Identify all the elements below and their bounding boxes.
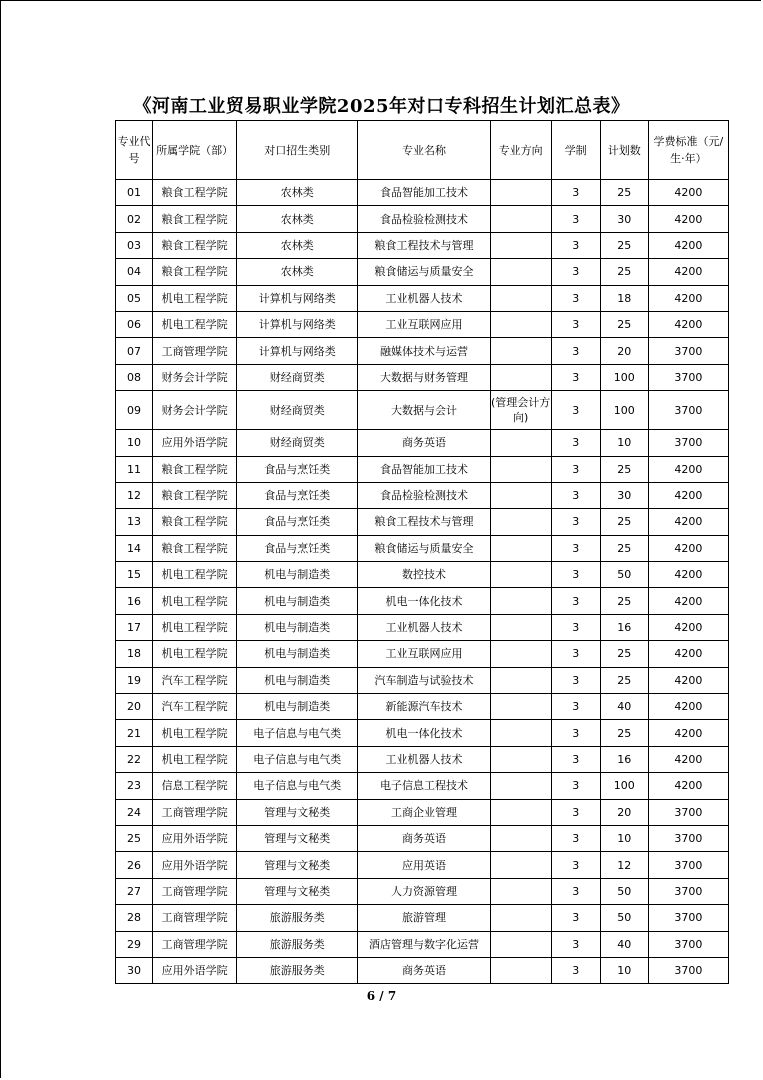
- cell-college: 工商管理学院: [153, 905, 237, 931]
- cell-category: 机电与制造类: [237, 694, 358, 720]
- cell-major: 机电一体化技术: [358, 720, 490, 746]
- cell-fee: 3700: [648, 391, 728, 430]
- cell-college: 粮食工程学院: [153, 509, 237, 535]
- cell-category: 食品与烹饪类: [237, 509, 358, 535]
- cell-major: 食品检验检测技术: [358, 482, 490, 508]
- cell-count: 10: [600, 825, 648, 851]
- cell-college: 机电工程学院: [153, 588, 237, 614]
- cell-count: 25: [600, 259, 648, 285]
- cell-fee: 4200: [648, 311, 728, 337]
- cell-direction: [490, 232, 551, 258]
- cell-college: 信息工程学院: [153, 773, 237, 799]
- cell-code: 08: [116, 364, 153, 390]
- cell-category: 机电与制造类: [237, 562, 358, 588]
- cell-count: 10: [600, 430, 648, 456]
- cell-count: 25: [600, 232, 648, 258]
- cell-college: 粮食工程学院: [153, 180, 237, 206]
- cell-college: 机电工程学院: [153, 641, 237, 667]
- cell-direction: [490, 746, 551, 772]
- cell-code: 05: [116, 285, 153, 311]
- cell-years: 3: [551, 667, 600, 693]
- cell-count: 100: [600, 773, 648, 799]
- table-row: [116, 482, 729, 508]
- cell-category: 机电与制造类: [237, 614, 358, 640]
- cell-direction: [490, 509, 551, 535]
- table-row: [116, 878, 729, 904]
- header-direction: 专业方向: [490, 121, 551, 180]
- cell-category: 计算机与网络类: [237, 285, 358, 311]
- cell-count: 20: [600, 338, 648, 364]
- cell-count: 20: [600, 799, 648, 825]
- cell-fee: 4200: [648, 667, 728, 693]
- cell-direction: [490, 931, 551, 957]
- cell-college: 应用外语学院: [153, 430, 237, 456]
- cell-college: 粮食工程学院: [153, 232, 237, 258]
- header-college: 所属学院（部）: [153, 121, 237, 180]
- table-row: [116, 931, 729, 957]
- cell-code: 29: [116, 931, 153, 957]
- cell-major: 商务英语: [358, 957, 490, 983]
- cell-direction: [490, 180, 551, 206]
- cell-college: 财务会计学院: [153, 391, 237, 430]
- cell-years: 3: [551, 311, 600, 337]
- cell-category: 计算机与网络类: [237, 311, 358, 337]
- cell-major: 新能源汽车技术: [358, 694, 490, 720]
- cell-fee: 4200: [648, 746, 728, 772]
- cell-fee: 3700: [648, 430, 728, 456]
- cell-code: 16: [116, 588, 153, 614]
- table-row: [116, 509, 729, 535]
- table-row: [116, 773, 729, 799]
- cell-code: 07: [116, 338, 153, 364]
- cell-fee: 4200: [648, 720, 728, 746]
- cell-years: 3: [551, 641, 600, 667]
- cell-years: 3: [551, 799, 600, 825]
- cell-years: 3: [551, 825, 600, 851]
- cell-college: 工商管理学院: [153, 338, 237, 364]
- cell-fee: 3700: [648, 825, 728, 851]
- cell-code: 13: [116, 509, 153, 535]
- cell-code: 14: [116, 535, 153, 561]
- cell-major: 人力资源管理: [358, 878, 490, 904]
- table-row: [116, 562, 729, 588]
- cell-category: 食品与烹饪类: [237, 482, 358, 508]
- cell-count: 40: [600, 931, 648, 957]
- cell-category: 农林类: [237, 232, 358, 258]
- cell-college: 应用外语学院: [153, 957, 237, 983]
- cell-count: 30: [600, 482, 648, 508]
- cell-college: 粮食工程学院: [153, 456, 237, 482]
- cell-count: 16: [600, 614, 648, 640]
- table-row: [116, 957, 729, 983]
- cell-code: 02: [116, 206, 153, 232]
- table-row: [116, 206, 729, 232]
- table-row: [116, 667, 729, 693]
- cell-years: 3: [551, 720, 600, 746]
- cell-code: 24: [116, 799, 153, 825]
- cell-fee: 3700: [648, 957, 728, 983]
- cell-category: 电子信息与电气类: [237, 746, 358, 772]
- cell-count: 100: [600, 391, 648, 430]
- cell-college: 机电工程学院: [153, 285, 237, 311]
- table-row: [116, 799, 729, 825]
- header-years: 学制: [551, 121, 600, 180]
- cell-count: 10: [600, 957, 648, 983]
- cell-category: 机电与制造类: [237, 641, 358, 667]
- cell-direction: [490, 206, 551, 232]
- cell-category: 财经商贸类: [237, 430, 358, 456]
- table-header-row: [116, 121, 729, 180]
- cell-years: 3: [551, 456, 600, 482]
- header-major: 专业名称: [358, 121, 490, 180]
- cell-code: 18: [116, 641, 153, 667]
- cell-code: 30: [116, 957, 153, 983]
- cell-college: 机电工程学院: [153, 746, 237, 772]
- table-row: [116, 364, 729, 390]
- cell-category: 管理与文秘类: [237, 825, 358, 851]
- cell-category: 管理与文秘类: [237, 799, 358, 825]
- cell-code: 06: [116, 311, 153, 337]
- table-row: [116, 311, 729, 337]
- cell-major: 融媒体技术与运营: [358, 338, 490, 364]
- cell-count: 30: [600, 206, 648, 232]
- cell-count: 25: [600, 311, 648, 337]
- cell-fee: 4200: [648, 206, 728, 232]
- cell-major: 工业机器人技术: [358, 614, 490, 640]
- cell-years: 3: [551, 852, 600, 878]
- cell-category: 旅游服务类: [237, 905, 358, 931]
- cell-count: 50: [600, 905, 648, 931]
- table-row: [116, 694, 729, 720]
- cell-count: 25: [600, 535, 648, 561]
- cell-code: 10: [116, 430, 153, 456]
- cell-category: 农林类: [237, 206, 358, 232]
- cell-years: 3: [551, 259, 600, 285]
- cell-fee: 3700: [648, 878, 728, 904]
- cell-college: 机电工程学院: [153, 562, 237, 588]
- cell-count: 25: [600, 180, 648, 206]
- cell-years: 3: [551, 773, 600, 799]
- cell-major: 工业机器人技术: [358, 285, 490, 311]
- cell-category: 电子信息与电气类: [237, 720, 358, 746]
- cell-college: 财务会计学院: [153, 364, 237, 390]
- header-count: 计划数: [600, 121, 648, 180]
- cell-category: 农林类: [237, 259, 358, 285]
- cell-years: 3: [551, 957, 600, 983]
- cell-count: 25: [600, 509, 648, 535]
- cell-major: 旅游管理: [358, 905, 490, 931]
- cell-count: 50: [600, 878, 648, 904]
- cell-college: 机电工程学院: [153, 614, 237, 640]
- cell-fee: 3700: [648, 364, 728, 390]
- table-row: [116, 232, 729, 258]
- cell-years: 3: [551, 232, 600, 258]
- cell-college: 工商管理学院: [153, 799, 237, 825]
- cell-direction: [490, 562, 551, 588]
- cell-major: 食品智能加工技术: [358, 180, 490, 206]
- cell-category: 旅游服务类: [237, 931, 358, 957]
- cell-direction: [490, 285, 551, 311]
- enrollment-plan-table: [115, 120, 729, 984]
- cell-count: 100: [600, 364, 648, 390]
- cell-major: 大数据与财务管理: [358, 364, 490, 390]
- cell-fee: 4200: [648, 482, 728, 508]
- cell-code: 22: [116, 746, 153, 772]
- cell-direction: [490, 720, 551, 746]
- cell-count: 50: [600, 562, 648, 588]
- header-fee: 学费标准（元/生·年）: [648, 121, 728, 180]
- cell-direction: (管理会计方向): [490, 391, 551, 430]
- cell-code: 20: [116, 694, 153, 720]
- table-row: [116, 338, 729, 364]
- table-row: [116, 285, 729, 311]
- cell-direction: [490, 364, 551, 390]
- cell-count: 16: [600, 746, 648, 772]
- cell-direction: [490, 430, 551, 456]
- table-body: [116, 180, 729, 984]
- cell-years: 3: [551, 746, 600, 772]
- table-row: [116, 391, 729, 430]
- cell-fee: 4200: [648, 509, 728, 535]
- cell-direction: [490, 338, 551, 364]
- cell-fee: 4200: [648, 588, 728, 614]
- cell-major: 食品检验检测技术: [358, 206, 490, 232]
- cell-direction: [490, 535, 551, 561]
- cell-college: 应用外语学院: [153, 825, 237, 851]
- cell-years: 3: [551, 535, 600, 561]
- cell-years: 3: [551, 588, 600, 614]
- cell-major: 食品智能加工技术: [358, 456, 490, 482]
- cell-code: 15: [116, 562, 153, 588]
- cell-category: 管理与文秘类: [237, 852, 358, 878]
- cell-major: 粮食储运与质量安全: [358, 259, 490, 285]
- cell-code: 09: [116, 391, 153, 430]
- cell-category: 计算机与网络类: [237, 338, 358, 364]
- cell-fee: 4200: [648, 562, 728, 588]
- cell-code: 04: [116, 259, 153, 285]
- cell-major: 工商企业管理: [358, 799, 490, 825]
- cell-direction: [490, 614, 551, 640]
- table-row: [116, 905, 729, 931]
- cell-direction: [490, 825, 551, 851]
- cell-fee: 3700: [648, 905, 728, 931]
- cell-code: 11: [116, 456, 153, 482]
- cell-fee: 3700: [648, 338, 728, 364]
- cell-code: 27: [116, 878, 153, 904]
- table-row: [116, 588, 729, 614]
- cell-college: 汽车工程学院: [153, 667, 237, 693]
- cell-years: 3: [551, 364, 600, 390]
- cell-direction: [490, 957, 551, 983]
- cell-college: 粮食工程学院: [153, 206, 237, 232]
- cell-fee: 4200: [648, 694, 728, 720]
- cell-count: 40: [600, 694, 648, 720]
- cell-count: 25: [600, 667, 648, 693]
- cell-years: 3: [551, 482, 600, 508]
- cell-fee: 4200: [648, 180, 728, 206]
- cell-code: 03: [116, 232, 153, 258]
- cell-fee: 3700: [648, 931, 728, 957]
- cell-count: 25: [600, 720, 648, 746]
- cell-direction: [490, 773, 551, 799]
- cell-years: 3: [551, 206, 600, 232]
- cell-major: 商务英语: [358, 825, 490, 851]
- cell-major: 粮食储运与质量安全: [358, 535, 490, 561]
- cell-count: 25: [600, 456, 648, 482]
- cell-years: 3: [551, 931, 600, 957]
- cell-college: 机电工程学院: [153, 311, 237, 337]
- cell-direction: [490, 694, 551, 720]
- cell-code: 28: [116, 905, 153, 931]
- cell-fee: 4200: [648, 773, 728, 799]
- cell-count: 18: [600, 285, 648, 311]
- table-row: [116, 535, 729, 561]
- cell-direction: [490, 641, 551, 667]
- cell-college: 汽车工程学院: [153, 694, 237, 720]
- cell-code: 19: [116, 667, 153, 693]
- table-row: [116, 641, 729, 667]
- cell-years: 3: [551, 338, 600, 364]
- table-row: [116, 259, 729, 285]
- cell-fee: 3700: [648, 799, 728, 825]
- cell-major: 工业机器人技术: [358, 746, 490, 772]
- cell-direction: [490, 905, 551, 931]
- cell-category: 机电与制造类: [237, 667, 358, 693]
- cell-count: 25: [600, 641, 648, 667]
- cell-major: 机电一体化技术: [358, 588, 490, 614]
- cell-category: 农林类: [237, 180, 358, 206]
- header-category: 对口招生类别: [237, 121, 358, 180]
- cell-direction: [490, 588, 551, 614]
- cell-direction: [490, 456, 551, 482]
- cell-major: 数控技术: [358, 562, 490, 588]
- table-row: [116, 456, 729, 482]
- cell-college: 应用外语学院: [153, 852, 237, 878]
- cell-years: 3: [551, 694, 600, 720]
- cell-count: 25: [600, 588, 648, 614]
- cell-category: 机电与制造类: [237, 588, 358, 614]
- cell-count: 12: [600, 852, 648, 878]
- cell-code: 26: [116, 852, 153, 878]
- table-row: [116, 720, 729, 746]
- cell-major: 汽车制造与试验技术: [358, 667, 490, 693]
- table-row: [116, 852, 729, 878]
- page-number: 6 / 7: [366, 989, 397, 1003]
- cell-category: 电子信息与电气类: [237, 773, 358, 799]
- cell-college: 工商管理学院: [153, 931, 237, 957]
- cell-fee: 4200: [648, 614, 728, 640]
- cell-major: 粮食工程技术与管理: [358, 232, 490, 258]
- cell-category: 财经商贸类: [237, 391, 358, 430]
- cell-fee: 4200: [648, 456, 728, 482]
- cell-college: 粮食工程学院: [153, 259, 237, 285]
- cell-direction: [490, 482, 551, 508]
- cell-major: 酒店管理与数字化运营: [358, 931, 490, 957]
- cell-direction: [490, 878, 551, 904]
- cell-direction: [490, 259, 551, 285]
- cell-code: 12: [116, 482, 153, 508]
- cell-years: 3: [551, 285, 600, 311]
- cell-years: 3: [551, 878, 600, 904]
- cell-years: 3: [551, 562, 600, 588]
- cell-code: 21: [116, 720, 153, 746]
- cell-major: 工业互联网应用: [358, 311, 490, 337]
- cell-years: 3: [551, 509, 600, 535]
- cell-major: 大数据与会计: [358, 391, 490, 430]
- cell-major: 应用英语: [358, 852, 490, 878]
- cell-code: 01: [116, 180, 153, 206]
- cell-fee: 4200: [648, 285, 728, 311]
- cell-major: 工业互联网应用: [358, 641, 490, 667]
- cell-direction: [490, 311, 551, 337]
- cell-direction: [490, 667, 551, 693]
- table-row: [116, 180, 729, 206]
- header-code: 专业代号: [116, 121, 153, 180]
- cell-college: 粮食工程学院: [153, 535, 237, 561]
- cell-code: 23: [116, 773, 153, 799]
- cell-years: 3: [551, 614, 600, 640]
- cell-college: 机电工程学院: [153, 720, 237, 746]
- cell-years: 3: [551, 905, 600, 931]
- cell-college: 粮食工程学院: [153, 482, 237, 508]
- cell-code: 17: [116, 614, 153, 640]
- table-row: [116, 825, 729, 851]
- cell-years: 3: [551, 430, 600, 456]
- cell-years: 3: [551, 180, 600, 206]
- page-title: 《河南工业贸易职业学院2025年对口专科招生计划汇总表》: [133, 96, 630, 117]
- table-row: [116, 614, 729, 640]
- cell-college: 工商管理学院: [153, 878, 237, 904]
- cell-major: 电子信息工程技术: [358, 773, 490, 799]
- cell-fee: 3700: [648, 852, 728, 878]
- cell-code: 25: [116, 825, 153, 851]
- cell-major: 粮食工程技术与管理: [358, 509, 490, 535]
- table-row: [116, 746, 729, 772]
- cell-major: 商务英语: [358, 430, 490, 456]
- cell-direction: [490, 799, 551, 825]
- cell-category: 食品与烹饪类: [237, 535, 358, 561]
- cell-fee: 4200: [648, 259, 728, 285]
- cell-direction: [490, 852, 551, 878]
- table-row: [116, 430, 729, 456]
- cell-category: 食品与烹饪类: [237, 456, 358, 482]
- cell-category: 管理与文秘类: [237, 878, 358, 904]
- cell-fee: 4200: [648, 232, 728, 258]
- cell-fee: 4200: [648, 535, 728, 561]
- cell-fee: 4200: [648, 641, 728, 667]
- cell-years: 3: [551, 391, 600, 430]
- cell-category: 财经商贸类: [237, 364, 358, 390]
- cell-category: 旅游服务类: [237, 957, 358, 983]
